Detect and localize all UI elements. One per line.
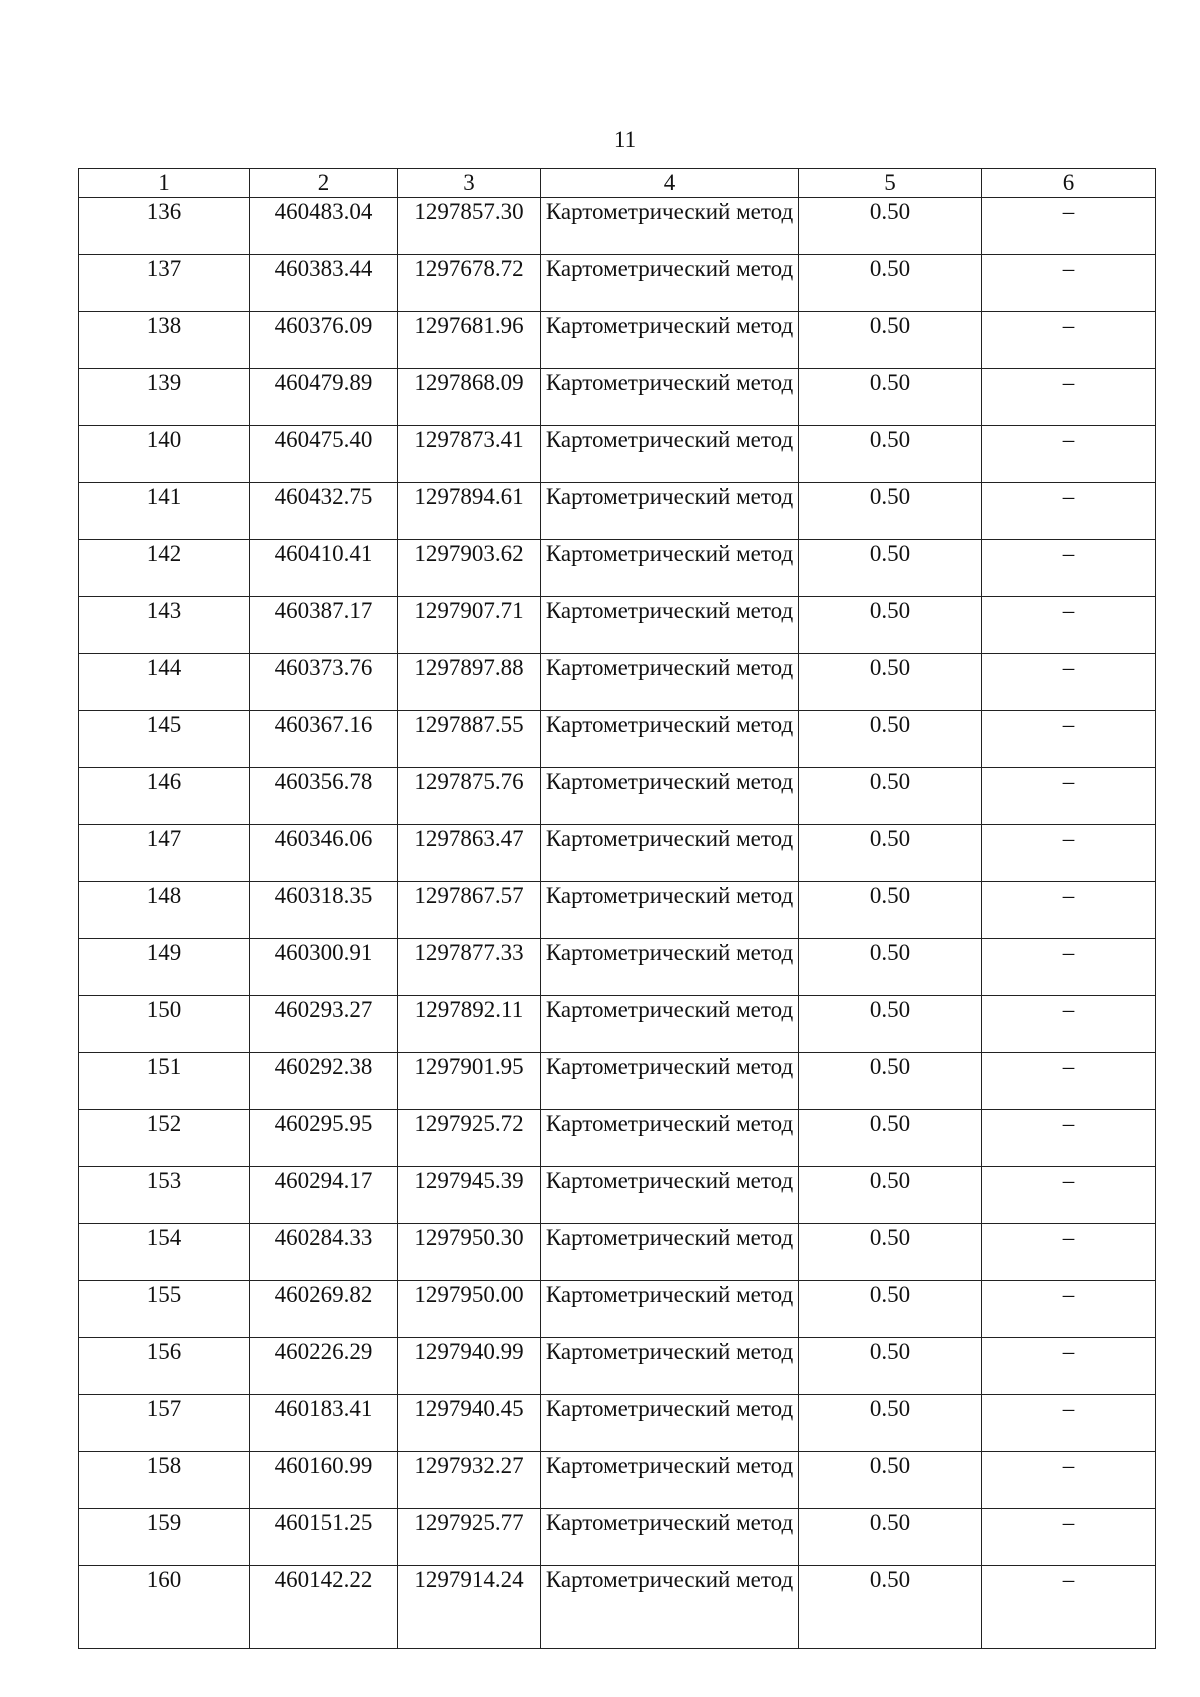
y-coordinate-cell: 1297894.61: [398, 483, 541, 540]
y-coordinate-cell: 1297877.33: [398, 939, 541, 996]
y-coordinate-cell: 1297950.00: [398, 1281, 541, 1338]
table-row: [79, 540, 1156, 597]
table-row: [79, 1110, 1156, 1167]
x-coordinate-cell: 460226.29: [250, 1338, 398, 1395]
method-cell: Картометрический метод: [541, 312, 799, 369]
point-number-cell: 143: [79, 597, 250, 654]
table-row: [79, 1167, 1156, 1224]
table-row: [79, 198, 1156, 255]
x-coordinate-cell: 460479.89: [250, 369, 398, 426]
x-coordinate-cell: 460294.17: [250, 1167, 398, 1224]
note-cell: –: [982, 711, 1156, 768]
table-row: [79, 1566, 1156, 1649]
table-row: [79, 1509, 1156, 1566]
point-number-cell: 154: [79, 1224, 250, 1281]
accuracy-cell: 0.50: [799, 1110, 982, 1167]
x-coordinate-cell: 460356.78: [250, 768, 398, 825]
y-coordinate-cell: 1297901.95: [398, 1053, 541, 1110]
note-cell: –: [982, 939, 1156, 996]
x-coordinate-cell: 460373.76: [250, 654, 398, 711]
x-coordinate-cell: 460367.16: [250, 711, 398, 768]
header-col-4: 4: [541, 169, 799, 198]
note-cell: –: [982, 255, 1156, 312]
note-cell: –: [982, 1395, 1156, 1452]
accuracy-cell: 0.50: [799, 996, 982, 1053]
point-number-cell: 148: [79, 882, 250, 939]
y-coordinate-cell: 1297857.30: [398, 198, 541, 255]
x-coordinate-cell: 460300.91: [250, 939, 398, 996]
table-row: [79, 1281, 1156, 1338]
accuracy-cell: 0.50: [799, 1509, 982, 1566]
accuracy-cell: 0.50: [799, 711, 982, 768]
y-coordinate-cell: 1297873.41: [398, 426, 541, 483]
method-cell: Картометрический метод: [541, 540, 799, 597]
table-row: [79, 882, 1156, 939]
y-coordinate-cell: 1297892.11: [398, 996, 541, 1053]
point-number-cell: 138: [79, 312, 250, 369]
table-row: [79, 1053, 1156, 1110]
x-coordinate-cell: 460160.99: [250, 1452, 398, 1509]
x-coordinate-cell: 460387.17: [250, 597, 398, 654]
point-number-cell: 149: [79, 939, 250, 996]
method-cell: Картометрический метод: [541, 255, 799, 312]
table-row: [79, 1395, 1156, 1452]
table-row: [79, 1452, 1156, 1509]
y-coordinate-cell: 1297863.47: [398, 825, 541, 882]
table-row: [79, 426, 1156, 483]
header-col-2: 2: [250, 169, 398, 198]
accuracy-cell: 0.50: [799, 1566, 982, 1649]
y-coordinate-cell: 1297932.27: [398, 1452, 541, 1509]
note-cell: –: [982, 597, 1156, 654]
x-coordinate-cell: 460295.95: [250, 1110, 398, 1167]
point-number-cell: 145: [79, 711, 250, 768]
accuracy-cell: 0.50: [799, 312, 982, 369]
table-row: [79, 768, 1156, 825]
accuracy-cell: 0.50: [799, 939, 982, 996]
x-coordinate-cell: 460383.44: [250, 255, 398, 312]
point-number-cell: 147: [79, 825, 250, 882]
table-row: [79, 312, 1156, 369]
table-body: [79, 198, 1156, 1649]
point-number-cell: 136: [79, 198, 250, 255]
accuracy-cell: 0.50: [799, 1224, 982, 1281]
method-cell: Картометрический метод: [541, 882, 799, 939]
point-number-cell: 155: [79, 1281, 250, 1338]
y-coordinate-cell: 1297925.77: [398, 1509, 541, 1566]
method-cell: Картометрический метод: [541, 654, 799, 711]
method-cell: Картометрический метод: [541, 597, 799, 654]
point-number-cell: 159: [79, 1509, 250, 1566]
y-coordinate-cell: 1297678.72: [398, 255, 541, 312]
accuracy-cell: 0.50: [799, 1167, 982, 1224]
accuracy-cell: 0.50: [799, 483, 982, 540]
x-coordinate-cell: 460432.75: [250, 483, 398, 540]
point-number-cell: 156: [79, 1338, 250, 1395]
point-number-cell: 153: [79, 1167, 250, 1224]
y-coordinate-cell: 1297925.72: [398, 1110, 541, 1167]
accuracy-cell: 0.50: [799, 255, 982, 312]
accuracy-cell: 0.50: [799, 540, 982, 597]
table-row: [79, 825, 1156, 882]
method-cell: Картометрический метод: [541, 369, 799, 426]
x-coordinate-cell: 460483.04: [250, 198, 398, 255]
method-cell: Картометрический метод: [541, 1281, 799, 1338]
y-coordinate-cell: 1297875.76: [398, 768, 541, 825]
method-cell: Картометрический метод: [541, 996, 799, 1053]
note-cell: –: [982, 1338, 1156, 1395]
note-cell: –: [982, 882, 1156, 939]
note-cell: –: [982, 483, 1156, 540]
x-coordinate-cell: 460183.41: [250, 1395, 398, 1452]
table-row: [79, 255, 1156, 312]
table-row: [79, 996, 1156, 1053]
method-cell: Картометрический метод: [541, 711, 799, 768]
y-coordinate-cell: 1297907.71: [398, 597, 541, 654]
method-cell: Картометрический метод: [541, 426, 799, 483]
x-coordinate-cell: 460142.22: [250, 1566, 398, 1649]
method-cell: Картометрический метод: [541, 825, 799, 882]
y-coordinate-cell: 1297681.96: [398, 312, 541, 369]
y-coordinate-cell: 1297867.57: [398, 882, 541, 939]
point-number-cell: 140: [79, 426, 250, 483]
accuracy-cell: 0.50: [799, 597, 982, 654]
point-number-cell: 160: [79, 1566, 250, 1649]
x-coordinate-cell: 460293.27: [250, 996, 398, 1053]
method-cell: Картометрический метод: [541, 1395, 799, 1452]
method-cell: Картометрический метод: [541, 1167, 799, 1224]
note-cell: –: [982, 312, 1156, 369]
accuracy-cell: 0.50: [799, 768, 982, 825]
header-col-5: 5: [799, 169, 982, 198]
note-cell: –: [982, 198, 1156, 255]
method-cell: Картометрический метод: [541, 1566, 799, 1649]
point-number-cell: 146: [79, 768, 250, 825]
y-coordinate-cell: 1297950.30: [398, 1224, 541, 1281]
point-number-cell: 158: [79, 1452, 250, 1509]
point-number-cell: 152: [79, 1110, 250, 1167]
header-col-1: 1: [79, 169, 250, 198]
x-coordinate-cell: 460292.38: [250, 1053, 398, 1110]
table-row: [79, 711, 1156, 768]
x-coordinate-cell: 460410.41: [250, 540, 398, 597]
y-coordinate-cell: 1297887.55: [398, 711, 541, 768]
note-cell: –: [982, 1110, 1156, 1167]
note-cell: –: [982, 1224, 1156, 1281]
note-cell: –: [982, 1053, 1156, 1110]
y-coordinate-cell: 1297945.39: [398, 1167, 541, 1224]
table-row: [79, 369, 1156, 426]
note-cell: –: [982, 996, 1156, 1053]
x-coordinate-cell: 460376.09: [250, 312, 398, 369]
note-cell: –: [982, 540, 1156, 597]
method-cell: Картометрический метод: [541, 939, 799, 996]
note-cell: –: [982, 1167, 1156, 1224]
accuracy-cell: 0.50: [799, 198, 982, 255]
header-col-3: 3: [398, 169, 541, 198]
accuracy-cell: 0.50: [799, 1338, 982, 1395]
method-cell: Картометрический метод: [541, 1509, 799, 1566]
method-cell: Картометрический метод: [541, 768, 799, 825]
x-coordinate-cell: 460318.35: [250, 882, 398, 939]
accuracy-cell: 0.50: [799, 882, 982, 939]
x-coordinate-cell: 460475.40: [250, 426, 398, 483]
point-number-cell: 157: [79, 1395, 250, 1452]
accuracy-cell: 0.50: [799, 1053, 982, 1110]
y-coordinate-cell: 1297940.45: [398, 1395, 541, 1452]
table-row: [79, 939, 1156, 996]
note-cell: –: [982, 1566, 1156, 1649]
accuracy-cell: 0.50: [799, 1452, 982, 1509]
page-number: 11: [613, 127, 637, 152]
x-coordinate-cell: 460284.33: [250, 1224, 398, 1281]
point-number-cell: 150: [79, 996, 250, 1053]
table-row: [79, 1338, 1156, 1395]
coordinates-table: [78, 168, 1156, 1649]
note-cell: –: [982, 1452, 1156, 1509]
accuracy-cell: 0.50: [799, 654, 982, 711]
x-coordinate-cell: 460269.82: [250, 1281, 398, 1338]
x-coordinate-cell: 460151.25: [250, 1509, 398, 1566]
method-cell: Картометрический метод: [541, 1053, 799, 1110]
y-coordinate-cell: 1297903.62: [398, 540, 541, 597]
note-cell: –: [982, 369, 1156, 426]
method-cell: Картометрический метод: [541, 1224, 799, 1281]
accuracy-cell: 0.50: [799, 1281, 982, 1338]
y-coordinate-cell: 1297940.99: [398, 1338, 541, 1395]
table-row: [79, 1224, 1156, 1281]
y-coordinate-cell: 1297868.09: [398, 369, 541, 426]
note-cell: –: [982, 1509, 1156, 1566]
method-cell: Картометрический метод: [541, 1338, 799, 1395]
y-coordinate-cell: 1297914.24: [398, 1566, 541, 1649]
accuracy-cell: 0.50: [799, 369, 982, 426]
note-cell: –: [982, 825, 1156, 882]
point-number-cell: 142: [79, 540, 250, 597]
point-number-cell: 151: [79, 1053, 250, 1110]
point-number-cell: 137: [79, 255, 250, 312]
table-row: [79, 483, 1156, 540]
header-col-6: 6: [982, 169, 1156, 198]
note-cell: –: [982, 768, 1156, 825]
accuracy-cell: 0.50: [799, 1395, 982, 1452]
table-header-row: [79, 169, 1156, 198]
table-row: [79, 654, 1156, 711]
table-row: [79, 597, 1156, 654]
note-cell: –: [982, 654, 1156, 711]
x-coordinate-cell: 460346.06: [250, 825, 398, 882]
note-cell: –: [982, 426, 1156, 483]
point-number-cell: 141: [79, 483, 250, 540]
point-number-cell: 139: [79, 369, 250, 426]
note-cell: –: [982, 1281, 1156, 1338]
accuracy-cell: 0.50: [799, 426, 982, 483]
point-number-cell: 144: [79, 654, 250, 711]
method-cell: Картометрический метод: [541, 1110, 799, 1167]
accuracy-cell: 0.50: [799, 825, 982, 882]
y-coordinate-cell: 1297897.88: [398, 654, 541, 711]
method-cell: Картометрический метод: [541, 1452, 799, 1509]
method-cell: Картометрический метод: [541, 198, 799, 255]
method-cell: Картометрический метод: [541, 483, 799, 540]
